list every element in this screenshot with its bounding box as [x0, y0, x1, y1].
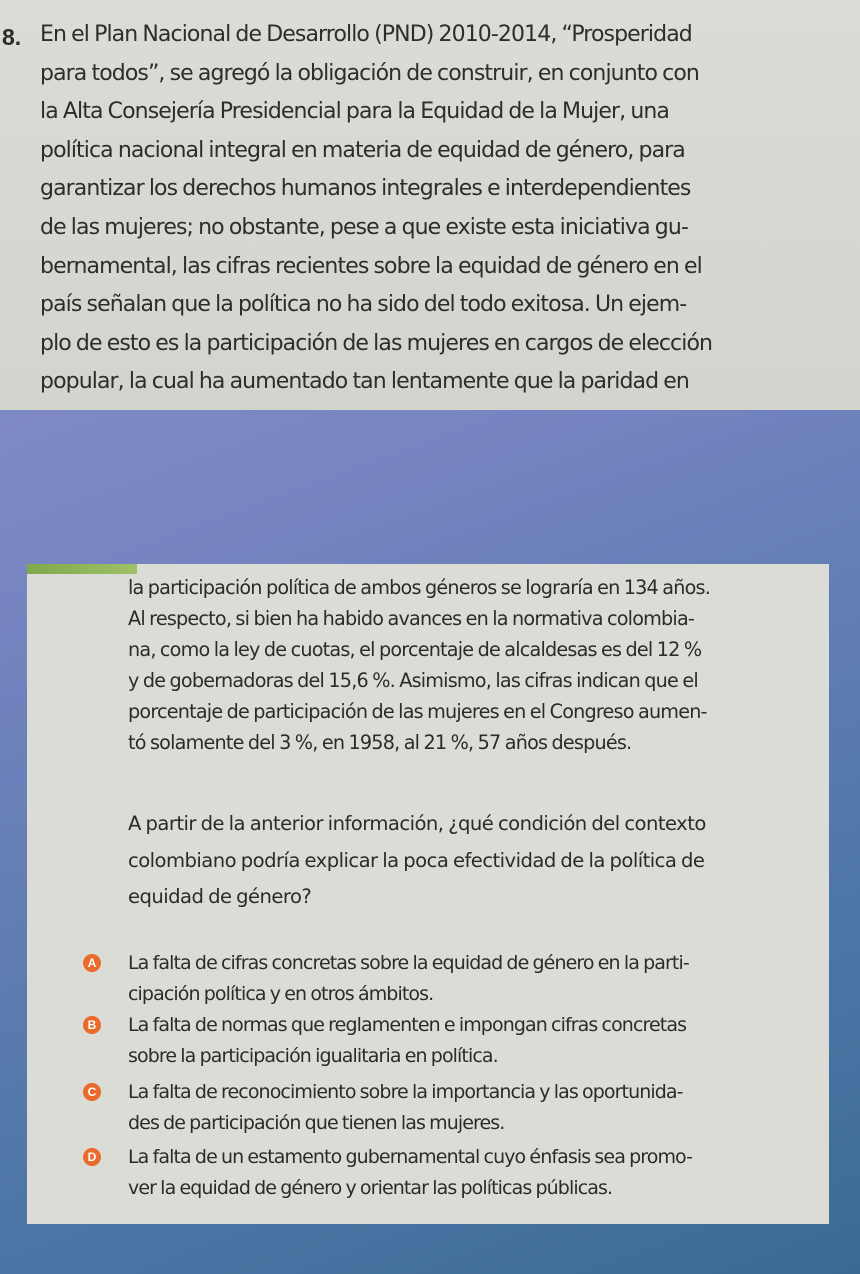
continuation-line: Al respecto, si bien ha habido avances en la normativa colombia- — [128, 607, 695, 630]
option-line: cipación política y en otros ámbitos. — [128, 983, 434, 1005]
intro-line: bernamental, las cifras recientes sobre la equidad de género en el — [40, 253, 702, 279]
prompt-line: colombiano podría explicar la poca efectividad de la política de — [128, 848, 705, 872]
prompt-line: A partir de la anterior información, ¿qué condición del contexto — [128, 812, 706, 835]
intro-line: plo de esto es la participación de las mujeres en cargos de elección — [40, 330, 713, 356]
continuation-line: la participación política de ambos géneros se lograría en 134 años. — [128, 576, 711, 599]
option-line: ver la equidad de género y orientar las políticas públicas. — [128, 1177, 613, 1199]
option-c-badge: C — [83, 1083, 101, 1101]
question-number: 8. — [2, 24, 22, 50]
intro-line: garantizar los derechos humanos integrales e interdependientes — [40, 176, 691, 202]
question-intro — [40, 16, 840, 402]
option-b-text — [128, 1010, 686, 1072]
continuation-line: porcentaje de participación de las mujeres en el Congreso aumen- — [128, 700, 707, 723]
option-line: des de participación que tienen las mujeres. — [128, 1112, 505, 1134]
accent-strip — [27, 564, 137, 574]
intro-line: la Alta Consejería Presidencial para la Equidad de la Mujer, una — [40, 99, 670, 125]
option-d-badge: D — [83, 1148, 101, 1166]
continuation-line: na, como la ley de cuotas, el porcentaje de alcaldesas es del 12 % — [128, 638, 702, 661]
option-line: La falta de reconocimiento sobre la importancia y las oportunida- — [128, 1081, 683, 1103]
question-continuation — [128, 572, 818, 758]
option-a-badge: A — [83, 954, 101, 972]
option-line: La falta de un estamento gubernamental cuyo énfasis sea promo- — [128, 1146, 693, 1168]
option-line: sobre la participación igualitaria en política. — [128, 1045, 498, 1067]
bottom-page-fragment — [27, 564, 829, 1224]
question-prompt — [128, 806, 818, 916]
top-page-fragment — [0, 0, 860, 410]
intro-line: para todos”, se agregó la obligación de construir, en conjunto con — [40, 60, 699, 86]
option-d-text — [128, 1142, 692, 1204]
option-line: La falta de cifras concretas sobre la equidad de género en la parti- — [128, 952, 689, 974]
option-c-text — [128, 1077, 683, 1139]
option-b-badge: B — [83, 1016, 101, 1034]
intro-line: de las mujeres; no obstante, pese a que existe esta iniciativa gu- — [40, 214, 688, 240]
option-a-text — [128, 948, 689, 1010]
intro-line: En el Plan Nacional de Desarrollo (PND) 2010-2014, “Prosperidad — [40, 22, 692, 47]
intro-line: país señalan que la política no ha sido del todo exitosa. Un ejem- — [40, 292, 687, 318]
continuation-line: tó solamente del 3 %, en 1958, al 21 %, 57 años después. — [128, 731, 632, 754]
option-line: La falta de normas que reglamenten e impongan cifras concretas — [128, 1014, 687, 1036]
prompt-line: equidad de género? — [128, 885, 312, 908]
continuation-line: y de gobernadoras del 15,6 %. Asimismo, las cifras indican que el — [128, 669, 698, 692]
intro-line: popular, la cual ha aumentado tan lentamente que la paridad en — [40, 369, 689, 395]
intro-line: política nacional integral en materia de equidad de género, para — [40, 137, 685, 163]
